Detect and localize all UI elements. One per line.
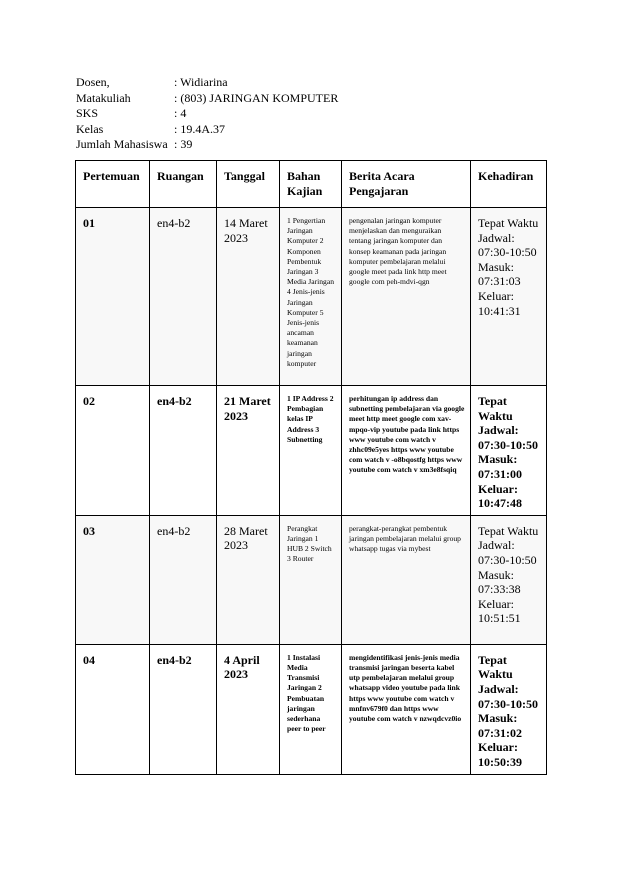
course-info — [76, 75, 338, 153]
cell-tanggal: 28 Maret 2023 — [217, 515, 280, 644]
cell-ruangan: en4-b2 — [150, 386, 217, 516]
info-label: Dosen, — [76, 75, 110, 89]
table-row — [76, 208, 547, 386]
info-value: : (803) JARINGAN KOMPUTER — [174, 90, 339, 105]
cell-tanggal: 4 April 2023 — [217, 644, 280, 774]
info-value: : Widiarina — [174, 75, 228, 89]
cell-ruangan: en4-b2 — [150, 208, 217, 386]
cell-berita-acara: mengidentifikasi jenis-jenis media transmisi jaringan beserta kabel utp pembelajaran melalui group whatsapp video youtube pada link https www youtube com watch v mnfnv679f0 dan https www youtube com watch v nzwqdcvz0io — [342, 644, 471, 774]
cell-ruangan: en4-b2 — [150, 515, 217, 644]
info-label: SKS — [76, 106, 99, 120]
info-label: Kelas — [76, 121, 104, 136]
header-pertemuan: Pertemuan — [76, 161, 150, 208]
cell-pertemuan: 02 — [76, 386, 150, 516]
cell-pertemuan: 01 — [76, 208, 150, 386]
cell-berita-acara: pengenalan jaringan komputer menjelaskan dan menguraikan tentang jaringan komputer dan konsep keamanan pada jaringan komputer pembelajaran melalui google meet pada link http meet google com peh-mdvi-qgn — [342, 208, 471, 386]
info-value: : 39 — [174, 137, 193, 151]
header-kehadiran: Kehadiran — [471, 161, 547, 208]
cell-tanggal: 14 Maret 2023 — [217, 208, 280, 386]
header-bahan-kajian: Bahan Kajian — [280, 161, 342, 208]
header-ruangan: Ruangan — [150, 161, 217, 208]
cell-pertemuan: 04 — [76, 644, 150, 774]
table-row — [76, 515, 547, 644]
info-row-jumlah — [76, 137, 338, 153]
cell-berita-acara: perhitungan ip address dan subnetting pembelajaran via google meet http meet google com xav-mpqo-vip youtube pada link https www youtube com watch v zhhc09e5yes https www youtube com watch v -o8bqostfg https www youtube com watch v xm3e8fsqiq — [342, 386, 471, 516]
table-header-row — [76, 161, 547, 208]
cell-bahan-kajian: 1 IP Address 2 Pembagian kelas IP Address 3 Subnetting — [280, 386, 342, 516]
header-berita-acara: Berita Acara Pengajaran — [342, 161, 471, 208]
cell-kehadiran: Tepat Waktu Jadwal: 07:30-10:50 Masuk: 07:31:03 Keluar: 10:41:31 — [471, 208, 547, 386]
cell-pertemuan: 03 — [76, 515, 150, 644]
attendance-table — [75, 160, 547, 775]
cell-tanggal: 21 Maret 2023 — [217, 386, 280, 516]
info-label: Matakuliah — [76, 90, 131, 105]
info-label: Jumlah Mahasiswa — [76, 137, 168, 151]
cell-kehadiran: Tepat Waktu Jadwal: 07:30-10:50 Masuk: 07:31:02 Keluar: 10:50:39 — [471, 644, 547, 774]
cell-bahan-kajian: 1 Instalasi Media Transmisi Jaringan 2 Pembuatan jaringan sederhana peer to peer — [280, 644, 342, 774]
info-value: : 19.4A.37 — [174, 121, 225, 136]
table-row — [76, 644, 547, 774]
info-row-sks — [76, 106, 338, 122]
cell-berita-acara: perangkat-perangkat pembentuk jaringan pembelajaran melalui group whatsapp tugas via mybest — [342, 515, 471, 644]
cell-kehadiran: Tepat Waktu Jadwal: 07:30-10:50 Masuk: 07:31:00 Keluar: 10:47:48 — [471, 386, 547, 516]
table-row — [76, 386, 547, 516]
header-tanggal: Tanggal — [217, 161, 280, 208]
info-value: : 4 — [174, 106, 187, 120]
info-row-kelas — [76, 122, 338, 138]
info-row-dosen — [76, 75, 338, 91]
cell-bahan-kajian: 1 Pengertian Jaringan Komputer 2 Komponen Pembentuk Jaringan 3 Media Jaringan 4 Jenis-jenis Jaringan Komputer 5 Jenis-jenis ancaman keamanan jaringan komputer — [280, 208, 342, 386]
cell-ruangan: en4-b2 — [150, 644, 217, 774]
cell-bahan-kajian: Perangkat Jaringan 1 HUB 2 Switch 3 Router — [280, 515, 342, 644]
info-row-matakuliah — [76, 91, 338, 107]
cell-kehadiran: Tepat Waktu Jadwal: 07:30-10:50 Masuk: 07:33:38 Keluar: 10:51:51 — [471, 515, 547, 644]
